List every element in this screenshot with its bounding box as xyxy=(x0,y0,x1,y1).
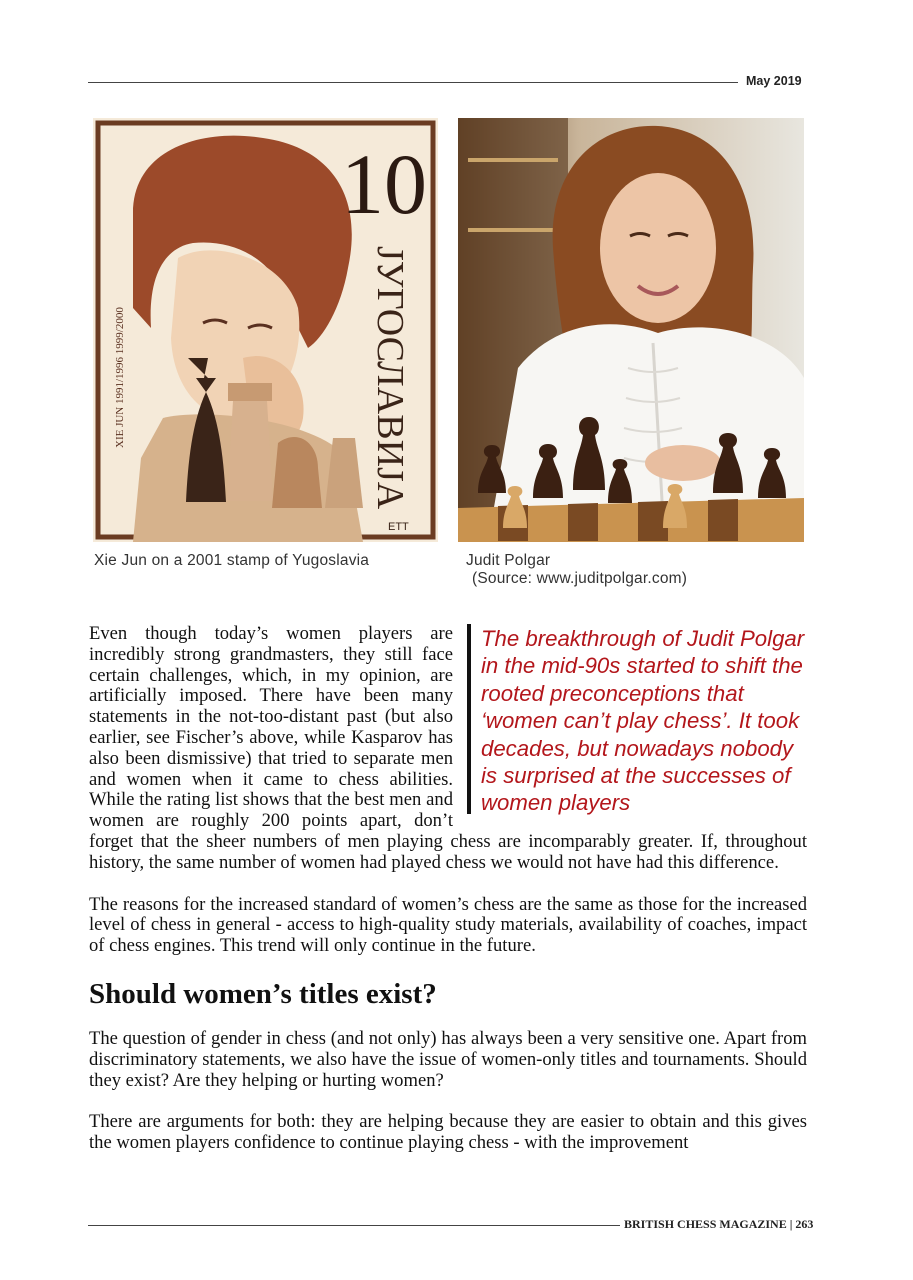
footer-separator: | xyxy=(789,1217,793,1231)
paragraph-1: Even though today’s women players are incredibly strong grandmasters, they still face certain challenges, which, in my opinion, are artificially imposed. There have been many statements in the not-too-distant past (but also earlier, see Fischer’s above, while Kasparov has also been dismissive) that tried to separate men and women when it came to chess abilities. While the rating list shows that the best men and women are roughly 200 points apart, don’t forget that the sheer numbers of men playing chess are incomparably greater. If, throughout history, the same number of women had played chess we would not have had this difference. xyxy=(89,623,807,873)
header-rule xyxy=(88,82,738,83)
stamp-image xyxy=(93,118,438,542)
stamp-printer: ЕТТ xyxy=(388,521,409,533)
page-number: 263 xyxy=(795,1217,814,1231)
polgar-caption: Judit Polgar xyxy=(466,552,551,569)
issue-date: May 2019 xyxy=(746,74,802,88)
stamp-country: ЈУГОСЛАВИЈА xyxy=(369,246,411,510)
stamp-side-text: XIE JUN 1991/1996 1999/2000 xyxy=(114,307,126,448)
pull-quote: The breakthrough of Judit Polgar in the mid-90s started to shift the rooted preconceptions that ‘women can’t play chess’. It took decades, but nowadays nobody is surprised at the successes of women players xyxy=(467,624,807,814)
polgar-caption-source: (Source: www.juditpolgar.com) xyxy=(472,570,688,587)
page-footer xyxy=(624,1217,813,1232)
stamp-denomination: 10 xyxy=(341,136,427,232)
section-heading: Should women’s titles exist? xyxy=(89,977,437,1010)
footer-rule xyxy=(88,1225,620,1226)
paragraph-2: The reasons for the increased standard of women’s chess are the same as those for the increased level of chess in general - access to high-quality study materials, availability of coaches, impact of chess engines. This trend will only continue in the future. xyxy=(89,893,807,957)
paragraph-3: The question of gender in chess (and not only) has always been a very sensitive one. Apart from discriminatory statements, we also have the issue of women-only titles and tournaments. Should they exist? Are they helping or hurting women? xyxy=(89,1027,807,1091)
magazine-name: BRITISH CHESS MAGAZINE xyxy=(624,1217,787,1231)
judit-polgar-photo xyxy=(458,118,804,542)
paragraph-4: There are arguments for both: they are helping because they are easier to obtain and this gives the women players confidence to continue playing chess - with the improvement xyxy=(89,1111,807,1154)
stamp-caption: Xie Jun on a 2001 stamp of Yugoslavia xyxy=(94,552,370,569)
article-body xyxy=(89,624,807,1175)
